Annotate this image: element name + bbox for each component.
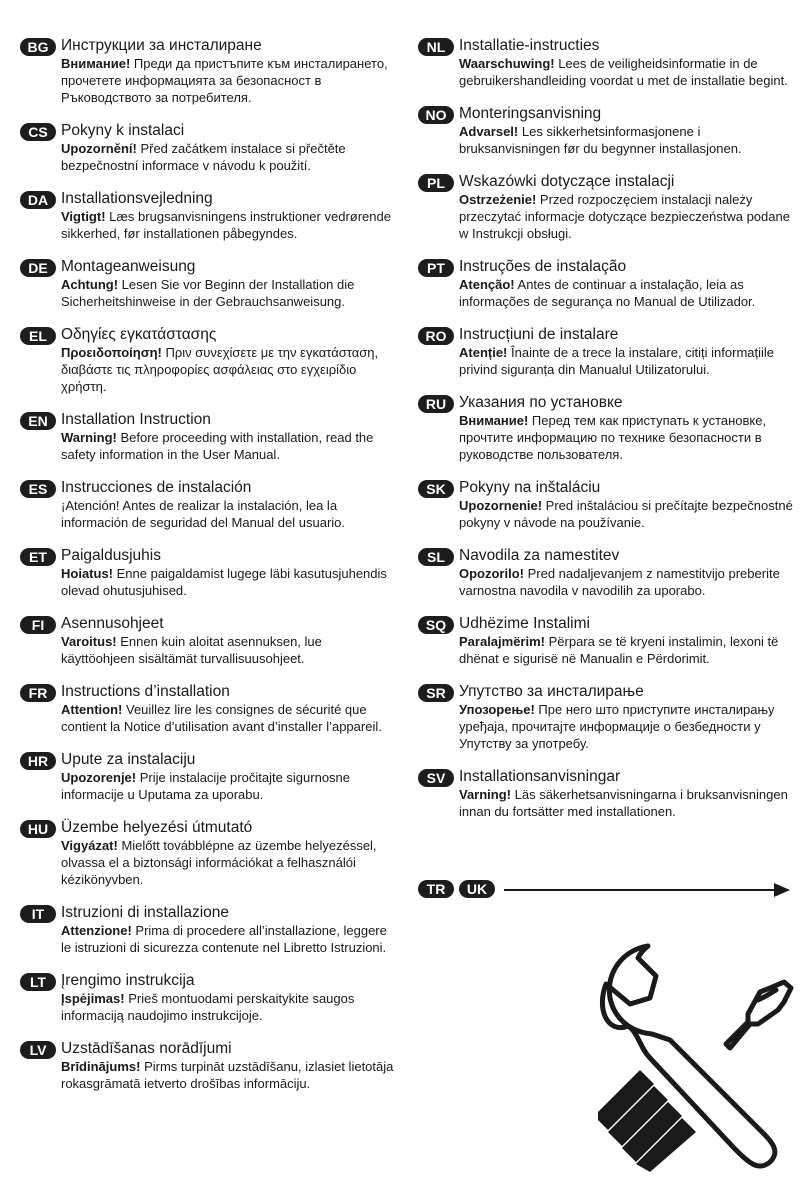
instruction-entry-ru xyxy=(418,393,794,463)
entry-body xyxy=(459,633,794,667)
warning-text: Læs brugsanvisningens instruktioner vedrørende sikkerhed, før installationen påbegyndes. xyxy=(61,209,391,241)
entry-body xyxy=(61,208,395,242)
entry-title: Инструкции за инсталиране xyxy=(61,37,262,54)
warning-text: Antes de continuar a instalação, leia as informações de segurança no Manual de Utilizador. xyxy=(459,277,756,309)
language-badge: HU xyxy=(20,820,56,838)
warning-label: Warning! xyxy=(61,430,117,445)
right-column xyxy=(418,36,794,820)
entry-body xyxy=(61,922,395,956)
warning-label: Упозорење! xyxy=(459,702,535,717)
entry-body xyxy=(61,837,395,888)
language-badge: ES xyxy=(20,480,56,498)
language-badge: FR xyxy=(20,684,56,702)
entry-title: Įrengimo instrukcija xyxy=(61,972,195,989)
warning-text: Pred nadaljevanjem z namestitvijo preberite varnostna navodila v navodilih za uporabo. xyxy=(459,566,780,598)
warning-text: Pred inštaláciou si prečítajte bezpečnostné pokyny v návode na používanie. xyxy=(459,498,793,530)
warning-label: Opozorilo! xyxy=(459,566,524,581)
entry-title: Üzembe helyezési útmutató xyxy=(61,819,253,836)
entry-body xyxy=(459,123,794,157)
instruction-entry-nl xyxy=(418,36,794,89)
entry-title: Οδηγίες εγκατάστασης xyxy=(61,326,217,343)
language-badge: SK xyxy=(418,480,454,498)
instruction-entry-sq xyxy=(418,614,794,667)
entry-title: Wskazówki dotyczące instalacji xyxy=(459,173,675,190)
warning-label: Įspėjimas! xyxy=(61,991,125,1006)
warning-text: Ennen kuin aloitat asennuksen, lue käyttöohjeen sisältämät turvallisuusohjeet. xyxy=(61,634,322,666)
instruction-entry-de xyxy=(20,257,395,310)
entry-body xyxy=(61,55,395,106)
instruction-entry-cs xyxy=(20,121,395,174)
entry-body xyxy=(459,497,794,531)
warning-label: Waarschuwing! xyxy=(459,56,555,71)
entry-body xyxy=(459,786,794,820)
language-badge: EL xyxy=(20,327,56,345)
entry-title: Installationsvejledning xyxy=(61,190,213,207)
entry-body xyxy=(61,429,395,463)
entry-body xyxy=(61,701,395,735)
language-badge: HR xyxy=(20,752,56,770)
entry-body xyxy=(61,633,395,667)
language-badge: RU xyxy=(418,395,454,413)
warning-text: Les sikkerhetsinformasjonene i bruksanvisningen før du begynner installasjonen. xyxy=(459,124,742,156)
warning-label: Внимание! xyxy=(459,413,529,428)
entry-body xyxy=(459,412,794,463)
warning-label: Ostrzeżenie! xyxy=(459,192,537,207)
entry-body xyxy=(459,55,794,89)
warning-text: Enne paigaldamist lugege läbi kasutusjuhendis olevad ohutusjuhised. xyxy=(61,566,387,598)
arrow-right-icon xyxy=(504,881,790,899)
language-badge: ET xyxy=(20,548,56,566)
warning-text: Przed rozpoczęciem instalacji należy przeczytać informacje dotyczące bezpieczeństwa podane w Instrukcji obsługi. xyxy=(459,192,790,241)
warning-text: Перед тем как приступать к установке, прочтите информацию по технике безопасности в руководстве пользователя. xyxy=(459,413,767,462)
warning-text: Prieš montuodami perskaitykite saugos informaciją naudojimo instrukcijoje. xyxy=(61,991,355,1023)
warning-label: Vigtigt! xyxy=(61,209,106,224)
warning-text: Mielőtt továbblépne az üzembe helyezéssel, olvassa el a biztonsági információkat a felhasználói kézikönyvben. xyxy=(61,838,377,887)
warning-text: Lees de veiligheidsinformatie in de gebruikershandleiding voordat u met de installatie begint. xyxy=(459,56,788,88)
warning-label: Προειδοποίηση! xyxy=(61,345,162,360)
warning-label: Varoitus! xyxy=(61,634,117,649)
warning-label: Advarsel! xyxy=(459,124,519,139)
entry-title: Uzstādīšanas norādījumi xyxy=(61,1040,232,1057)
instruction-entry-lv xyxy=(20,1039,395,1092)
warning-label: Varning! xyxy=(459,787,512,802)
entry-body xyxy=(459,565,794,599)
entry-title: Installation Instruction xyxy=(61,411,211,428)
wrench-screwdriver-icon xyxy=(598,940,794,1172)
entry-title: Udhëzime Instalimi xyxy=(459,615,590,632)
entry-body xyxy=(61,140,395,174)
instruction-entry-bg xyxy=(20,36,395,106)
entry-title: Instrucțiuni de instalare xyxy=(459,326,619,343)
warning-label: Achtung! xyxy=(61,277,119,292)
entry-title: Упутство за инсталирање xyxy=(459,683,644,700)
language-badge: LV xyxy=(20,1041,56,1059)
language-badge: SL xyxy=(418,548,454,566)
instruction-entry-pl xyxy=(418,172,794,242)
entry-title: Указания по установке xyxy=(459,394,623,411)
warning-text: Before proceeding with installation, read the safety information in the User Manual. xyxy=(61,430,374,462)
warning-text: Înainte de a trece la instalare, citiți informațiile privind siguranța din Manualul Utilizatorului. xyxy=(459,345,775,377)
entry-body xyxy=(61,1058,395,1092)
instruction-entry-fr xyxy=(20,682,395,735)
language-badge-tr: TR xyxy=(418,880,454,898)
language-badge: LT xyxy=(20,973,56,991)
language-badge: CS xyxy=(20,123,56,141)
instruction-entry-sk xyxy=(418,478,794,531)
entry-title: Instrucciones de instalación xyxy=(61,479,252,496)
warning-text: Prije instalacije pročitajte sigurnosne informacije u Uputama za uporabu. xyxy=(61,770,351,802)
entry-title: Paigaldusjuhis xyxy=(61,547,161,564)
warning-label: Attention! xyxy=(61,702,123,717)
entry-title: Monteringsanvisning xyxy=(459,105,602,122)
instruction-entry-hu xyxy=(20,818,395,888)
entry-body xyxy=(61,344,395,395)
entry-body xyxy=(459,701,794,752)
entry-body xyxy=(459,344,794,378)
warning-label: Atenție! xyxy=(459,345,508,360)
entry-title: Montageanweisung xyxy=(61,258,196,275)
warning-text: Пре него што приступите инсталирању уређаја, прочитајте информације о безбедности у Упутству за употребу. xyxy=(459,702,775,751)
instruction-entry-sv xyxy=(418,767,794,820)
instruction-entry-et xyxy=(20,546,395,599)
warning-text: ¡Atención! Antes de realizar la instalación, lea la información de seguridad del Manual del usuario. xyxy=(61,498,346,530)
language-badge: PL xyxy=(418,174,454,192)
instruction-entry-no xyxy=(418,104,794,157)
entry-body xyxy=(61,497,395,531)
instruction-entry-sr xyxy=(418,682,794,752)
warning-text: Läs säkerhetsanvisningarna i bruksanvisningen innan du fortsätter med installationen. xyxy=(459,787,788,819)
warning-text: Veuillez lire les consignes de sécurité que contient la Notice d’utilisation avant d’installer l’appareil. xyxy=(61,702,382,734)
language-badge: EN xyxy=(20,412,56,430)
instruction-entry-pt xyxy=(418,257,794,310)
warning-text: Prima di procedere all’installazione, leggere le istruzioni di sicurezza contenute nel Libretto Istruzioni. xyxy=(61,923,387,955)
warning-label: Vigyázat! xyxy=(61,838,118,853)
entry-title: Istruzioni di installazione xyxy=(61,904,230,921)
entry-body xyxy=(459,276,794,310)
entry-title: Upute za instalaciju xyxy=(61,751,196,768)
entry-body xyxy=(61,565,395,599)
language-badge: SV xyxy=(418,769,454,787)
warning-label: Brīdinājums! xyxy=(61,1059,141,1074)
warning-text: Πριν συνεχίσετε με την εγκατάσταση, διαβάστε τις πληροφορίες ασφάλειας στο εγχειρίδιο χρήστη. xyxy=(61,345,379,394)
language-badge-uk: UK xyxy=(459,880,495,898)
entry-title: Pokyny na inštaláciu xyxy=(459,479,601,496)
warning-label: Hoiatus! xyxy=(61,566,113,581)
warning-label: Attenzione! xyxy=(61,923,132,938)
language-badge: IT xyxy=(20,905,56,923)
instruction-entry-hr xyxy=(20,750,395,803)
warning-text: Pirms turpināt uzstādīšanu, izlasiet lietotāja rokasgrāmatā ietverto drošības informāciju. xyxy=(61,1059,394,1091)
warning-label: Atenção! xyxy=(459,277,515,292)
language-badge: FI xyxy=(20,616,56,634)
warning-text: Преди да пристъпите към инсталирането, прочетете информацията за безопасност в Ръководството за потребителя. xyxy=(61,56,388,105)
instruction-entry-sl xyxy=(418,546,794,599)
instruction-entry-it xyxy=(20,903,395,956)
language-badge: NO xyxy=(418,106,454,124)
instruction-entry-es xyxy=(20,478,395,531)
language-badge: SQ xyxy=(418,616,454,634)
instruction-entry-en xyxy=(20,410,395,463)
language-badge: SR xyxy=(418,684,454,702)
warning-label: Paralajmërim! xyxy=(459,634,545,649)
language-badge: BG xyxy=(20,38,56,56)
left-column xyxy=(20,36,395,1092)
language-badge: DE xyxy=(20,259,56,277)
entry-title: Installationsanvisningar xyxy=(459,768,621,785)
warning-text: Lesen Sie vor Beginn der Installation die Sicherheitshinweise in der Gebrauchsanweisung. xyxy=(61,277,355,309)
entry-title: Instruções de instalação xyxy=(459,258,627,275)
warning-label: Upozornění! xyxy=(61,141,137,156)
language-badge: NL xyxy=(418,38,454,56)
warning-label: Upozornenie! xyxy=(459,498,543,513)
language-badge: PT xyxy=(418,259,454,277)
entry-title: Navodila za namestitev xyxy=(459,547,620,564)
language-badge: DA xyxy=(20,191,56,209)
instruction-entry-el xyxy=(20,325,395,395)
entry-body xyxy=(459,191,794,242)
entry-title: Asennusohjeet xyxy=(61,615,164,632)
entry-body xyxy=(61,769,395,803)
warning-label: Внимание! xyxy=(61,56,131,71)
tr-uk-pointer xyxy=(418,878,790,902)
instruction-entry-lt xyxy=(20,971,395,1024)
entry-title: Installatie-instructies xyxy=(459,37,600,54)
instruction-entry-fi xyxy=(20,614,395,667)
entry-body xyxy=(61,990,395,1024)
warning-label: Upozorenje! xyxy=(61,770,137,785)
language-badge: RO xyxy=(418,327,454,345)
entry-body xyxy=(61,276,395,310)
entry-title: Instructions d’installation xyxy=(61,683,230,700)
warning-text: Před začátkem instalace si přečtěte bezpečnostní informace v návodu k použití. xyxy=(61,141,346,173)
instruction-entry-da xyxy=(20,189,395,242)
instruction-entry-ro xyxy=(418,325,794,378)
warning-text: Përpara se të kryeni instalimin, lexoni të dhënat e sigurisë në Manualin e Përdorimit. xyxy=(459,634,779,666)
entry-title: Pokyny k instalaci xyxy=(61,122,185,139)
